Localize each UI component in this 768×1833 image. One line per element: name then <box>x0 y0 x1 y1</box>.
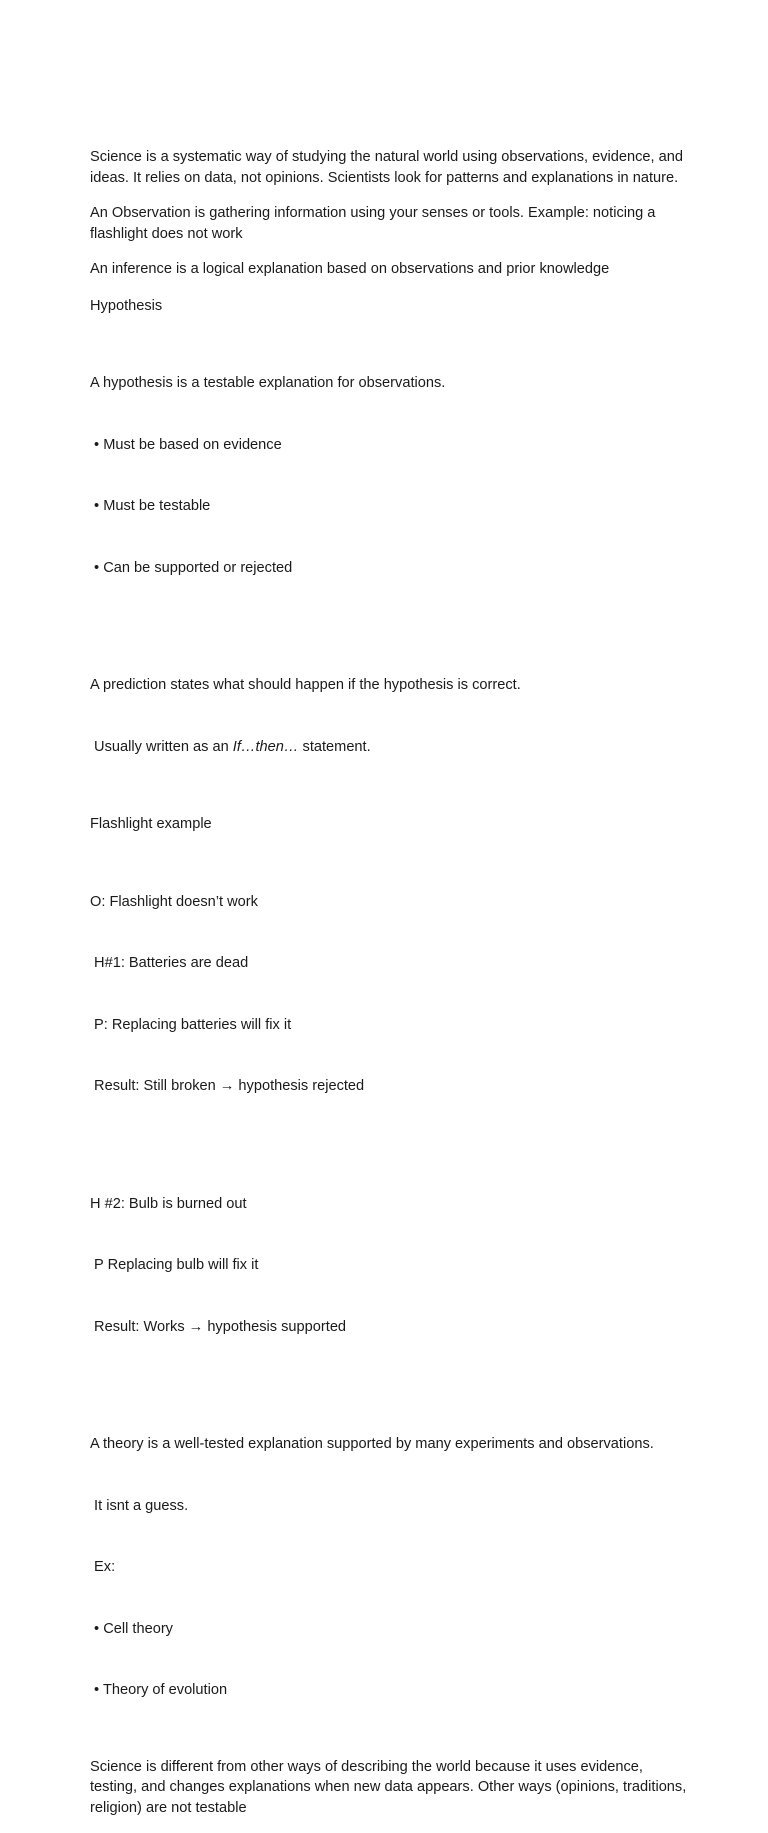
theory-bullet: • Cell theory <box>90 1620 173 1637</box>
flashlight-example-heading: Flashlight example <box>90 816 212 832</box>
theory-section <box>90 1393 690 1742</box>
theory-bullet: • Theory of evolution <box>90 1682 228 1698</box>
hypothesis-bullet: • Can be supported or rejected <box>90 559 293 576</box>
prediction-section <box>90 634 690 798</box>
inference-definition: An inference is a logical explanation based on observations and prior knowledge <box>90 261 610 277</box>
example-line: H#1: Batteries are dead <box>90 955 249 971</box>
hypothesis-heading: Hypothesis <box>90 297 163 314</box>
example-line: Result: Works → hypothesis supported <box>90 1318 347 1335</box>
science-different-paragraph: Science is different from other ways of describing the world because it uses evidence, testing, and changes explanations when new data appears. Other ways (opinions, traditions, religion) are not testable <box>90 1758 691 1816</box>
prediction-format-suffix: statement. <box>298 738 371 755</box>
hypothesis-definition: A hypothesis is a testable explanation for observations. <box>90 375 446 391</box>
flashlight-example-1 <box>90 851 690 1138</box>
prediction-definition: A prediction states what should happen if the hypothesis is correct. <box>90 677 521 693</box>
theory-line: Ex: <box>90 1559 116 1575</box>
hypothesis-bullet: • Must be based on evidence <box>90 436 282 453</box>
example-line: O: Flashlight doesn’t work <box>90 893 258 910</box>
example-line: Result: Still broken → hypothesis rejected <box>90 1078 365 1094</box>
observation-definition: An Observation is gathering information using your senses or tools. Example: noticing a flashlight does not work <box>90 205 660 242</box>
science-definition: Science is a systematic way of studying the natural world using observations, evidence, and ideas. It relies on data, not opinions. Scientists look for patterns and explanations in nature. <box>90 149 688 186</box>
hypothesis-section <box>90 332 690 619</box>
hypothesis-bullet: • Must be testable <box>90 498 211 514</box>
prediction-format-prefix: Usually written as an <box>90 738 233 755</box>
prediction-format-line <box>90 737 690 758</box>
prediction-format-italic: If…then… <box>232 738 299 755</box>
example-line: H #2: Bulb is burned out <box>90 1195 247 1212</box>
example-line: P: Replacing batteries will fix it <box>90 1016 292 1033</box>
theory-line: A theory is a well-tested explanation supported by many experiments and observations. <box>90 1436 654 1452</box>
example-line: P Replacing bulb will fix it <box>90 1257 259 1273</box>
theory-line: It isnt a guess. <box>90 1497 189 1514</box>
document-body <box>90 147 690 1833</box>
flashlight-example-2 <box>90 1153 690 1379</box>
